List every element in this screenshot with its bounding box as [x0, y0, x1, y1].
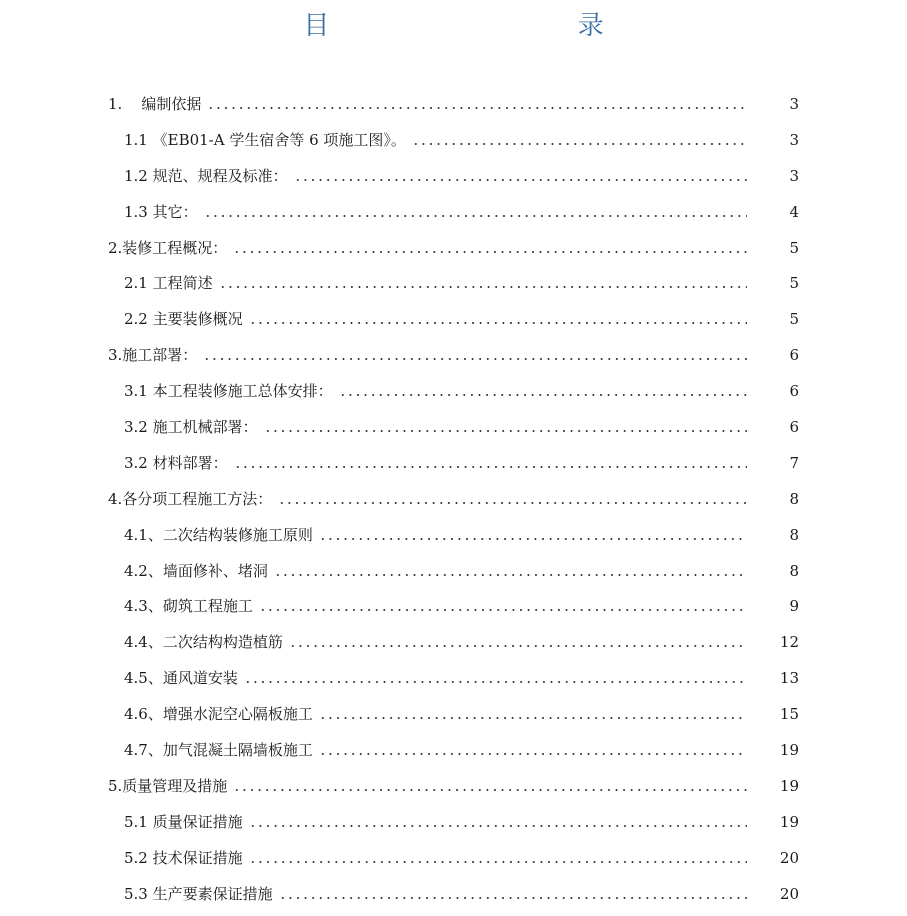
toc-entry-text: 3.施工部署： — [108, 346, 198, 365]
toc-entry-text: 4.3、砌筑工程施工 — [124, 597, 253, 616]
toc-entry-text: 3.2 材料部署： — [124, 453, 228, 472]
toc-dot-leader — [259, 608, 747, 612]
toc-page-number: 19 — [779, 812, 799, 831]
toc-entry-text: 4.7、加气混凝土隔墙板施工 — [124, 740, 313, 759]
toc-entry-text: 2.装修工程概况： — [108, 238, 228, 257]
toc-dot-leader — [279, 896, 747, 900]
toc-entry-text: 1.2 规范、规程及标准： — [124, 166, 288, 185]
toc-entry[interactable] — [0, 122, 907, 158]
toc-dot-leader — [249, 321, 747, 325]
toc-entry-text: 5.质量管理及措施 — [108, 776, 228, 795]
toc-entry[interactable] — [0, 804, 907, 840]
toc-page-number: 15 — [779, 705, 799, 724]
toc-entry[interactable] — [0, 553, 907, 589]
toc-entry[interactable] — [0, 517, 907, 553]
toc-dot-leader — [294, 178, 747, 182]
toc-entry-text: 4.2、墙面修补、堵洞 — [124, 561, 268, 580]
toc-list — [0, 86, 907, 911]
toc-dot-leader — [339, 393, 747, 397]
toc-page-number: 4 — [789, 202, 799, 221]
toc-entry[interactable] — [0, 732, 907, 768]
toc-dot-leader — [319, 716, 747, 720]
toc-dot-leader — [203, 357, 747, 361]
toc-entry[interactable] — [0, 660, 907, 696]
toc-dot-leader — [412, 142, 747, 146]
toc-entry[interactable] — [0, 86, 907, 122]
toc-entry-text: 2.2 主要装修概况 — [124, 310, 243, 329]
toc-entry-text: 5.1 质量保证措施 — [124, 812, 243, 831]
toc-dot-leader — [204, 214, 747, 218]
toc-page-number: 19 — [779, 776, 799, 795]
toc-entry-text: 4.各分项工程施工方法： — [108, 489, 273, 508]
toc-entry-text: 4.1、二次结构装修施工原则 — [124, 525, 313, 544]
toc-entry-text: 3.1 本工程装修施工总体安排： — [124, 382, 333, 401]
toc-dot-leader — [289, 644, 747, 648]
toc-page-number: 6 — [789, 346, 799, 365]
toc-entry[interactable] — [0, 588, 907, 624]
toc-page-number: 5 — [789, 310, 799, 329]
toc-dot-leader — [207, 106, 747, 110]
toc-page-number: 12 — [779, 633, 799, 652]
toc-entry-text: 1.3 其它： — [124, 202, 198, 221]
toc-page-number: 20 — [779, 848, 799, 867]
toc-page-number: 5 — [789, 238, 799, 257]
toc-entry[interactable] — [0, 230, 907, 266]
toc-page-number: 6 — [789, 382, 799, 401]
toc-page-number: 13 — [779, 669, 799, 688]
toc-page-number: 20 — [779, 884, 799, 903]
toc-entry[interactable] — [0, 624, 907, 660]
toc-dot-leader — [234, 465, 747, 469]
toc-entry[interactable] — [0, 373, 907, 409]
toc-page-number: 3 — [789, 166, 799, 185]
toc-entry[interactable] — [0, 445, 907, 481]
toc-entry-text: 2.1 工程简述 — [124, 274, 213, 293]
toc-page-number: 9 — [789, 597, 799, 616]
toc-entry[interactable] — [0, 158, 907, 194]
toc-page-number: 8 — [789, 525, 799, 544]
toc-entry-text: 1.1 《EB01-A 学生宿舍等 6 项施工图》。 — [124, 130, 406, 149]
toc-entry-text: 4.4、二次结构构造植筋 — [124, 633, 283, 652]
toc-entry-text: 5.3 生产要素保证措施 — [124, 884, 273, 903]
toc-page-number: 5 — [789, 274, 799, 293]
toc-entry[interactable] — [0, 481, 907, 517]
toc-page-number: 6 — [789, 417, 799, 436]
toc-dot-leader — [249, 860, 747, 864]
toc-page-number: 8 — [789, 489, 799, 508]
toc-dot-leader — [219, 285, 747, 289]
toc-dot-leader — [233, 788, 747, 792]
toc-entry[interactable] — [0, 265, 907, 301]
toc-entry[interactable] — [0, 840, 907, 876]
toc-entry-text: 1. 编制依据 — [108, 94, 202, 113]
toc-page-number: 3 — [789, 94, 799, 113]
toc-dot-leader — [249, 824, 747, 828]
toc-dot-leader — [274, 573, 747, 577]
toc-entry-text: 4.6、增强水泥空心隔板施工 — [124, 705, 313, 724]
toc-dot-leader — [233, 250, 747, 254]
toc-entry-text: 4.5、通风道安装 — [124, 669, 238, 688]
toc-entry[interactable] — [0, 301, 907, 337]
toc-dot-leader — [264, 429, 747, 433]
toc-entry-text: 5.2 技术保证措施 — [124, 848, 243, 867]
toc-dot-leader — [319, 752, 747, 756]
toc-entry[interactable] — [0, 409, 907, 445]
toc-title: 目 录 — [303, 11, 724, 41]
toc-page-number: 7 — [789, 453, 799, 472]
toc-dot-leader — [319, 537, 747, 541]
toc-entry[interactable] — [0, 337, 907, 373]
toc-entry-text: 3.2 施工机械部署： — [124, 417, 258, 436]
toc-page-number: 8 — [789, 561, 799, 580]
toc-entry[interactable] — [0, 876, 907, 912]
toc-page-number: 3 — [789, 130, 799, 149]
toc-page-number: 19 — [779, 740, 799, 759]
toc-entry[interactable] — [0, 768, 907, 804]
toc-entry[interactable] — [0, 696, 907, 732]
toc-entry[interactable] — [0, 194, 907, 230]
toc-dot-leader — [244, 680, 747, 684]
toc-dot-leader — [278, 501, 747, 505]
